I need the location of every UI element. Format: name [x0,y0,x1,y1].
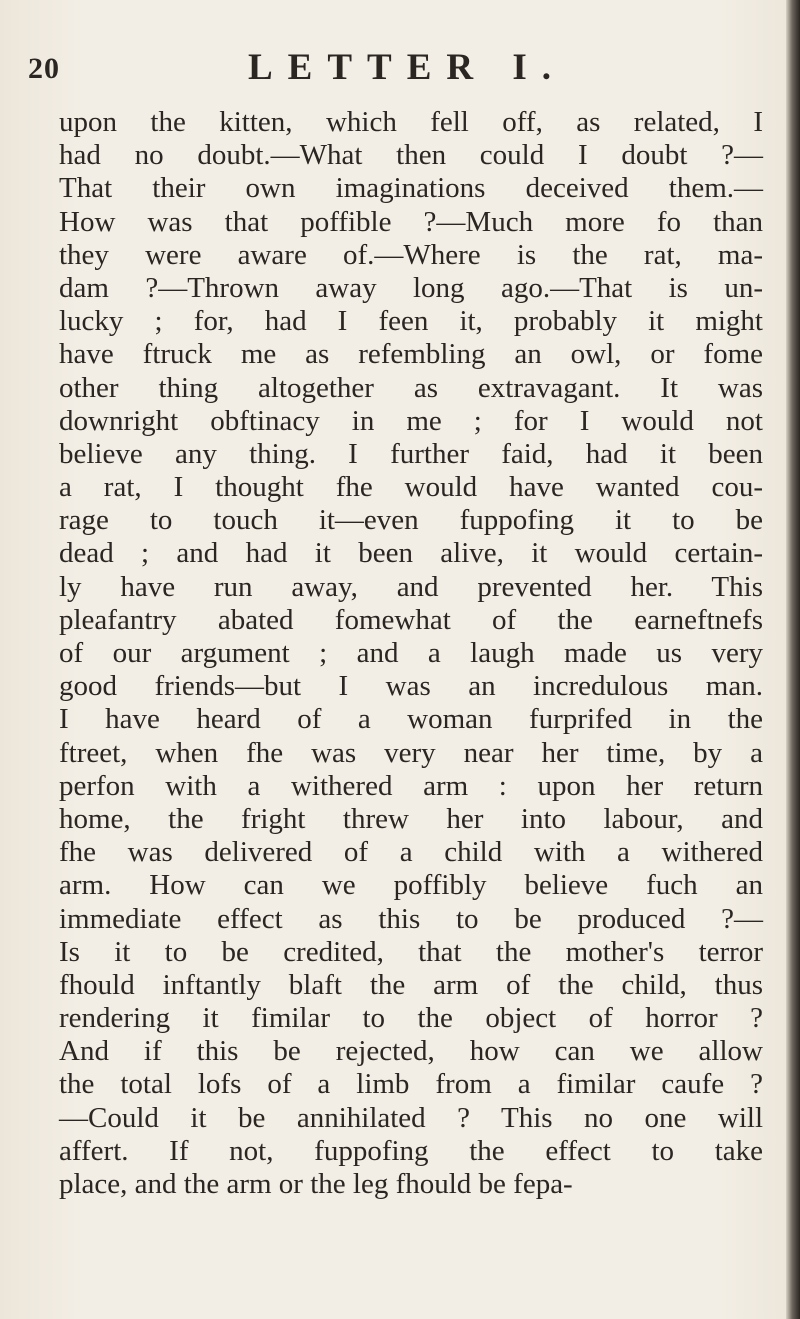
text-line: of our argument ; and a laugh made us very [59,637,763,669]
text-line: pleafantry abated fomewhat of the earneftnefs [59,603,763,636]
text-line: perfon with a withered arm : upon her return [59,769,763,802]
text-line: How was that poffible ?—Much more fo than [59,205,763,238]
text-line: they were aware of.—Where is the rat, ma- [59,238,763,271]
text-line: That their own imaginations deceived them.— [59,172,763,205]
text-line: dam ?—Thrown away long ago.—That is un- [59,271,763,304]
text-line: have ftruck me as refembling an owl, or fome [59,338,763,371]
text-line: downright obftinacy in me ; for I would not [59,404,763,437]
text-line: place, and the arm or the leg fhould be fepa- [59,1168,573,1200]
text-line: And if this be rejected, how can we allow [59,1035,763,1068]
text-line: upon the kitten, which fell off, as related, I [59,106,763,138]
text-line: good friends—but I was an incredulous man. [59,670,763,703]
running-head: LETTER I. [248,47,567,88]
text-line: ly have run away, and prevented her. This [59,570,763,603]
text-line: fhould inftantly blaft the arm of the child, thus [59,968,763,1001]
text-line: —Could it be annihilated ? This no one will [59,1101,763,1134]
text-line: Is it to be credited, that the mother's terror [59,935,763,968]
text-line: the total lofs of a limb from a fimilar caufe ? [59,1068,763,1101]
text-line: rage to touch it—even fuppofing it to be [59,504,763,537]
text-line: rendering it fimilar to the object of horror ? [59,1002,763,1035]
page-header [0,40,786,90]
text-line: other thing altogether as extravagant. It was [59,371,763,404]
page-number: 20 [28,52,60,85]
text-line: ftreet, when fhe was very near her time, by a [59,736,763,769]
text-line: fhe was delivered of a child with a withered [59,836,763,869]
text-line: believe any thing. I further faid, had it been [59,437,763,470]
text-line: dead ; and had it been alive, it would certain- [59,537,763,570]
text-line: lucky ; for, had I feen it, probably it might [59,305,763,338]
body-text [59,106,763,1201]
text-line: immediate effect as this to be produced ?— [59,902,763,935]
text-line: home, the fright threw her into labour, and [59,802,763,835]
page-edge-shadow [786,0,800,1319]
text-line: affert. If not, fuppofing the effect to take [59,1134,763,1167]
text-line: a rat, I thought fhe would have wanted cou- [59,471,763,504]
text-line: arm. How can we poffibly believe fuch an [59,869,763,902]
text-line: had no doubt.—What then could I doubt ?— [59,139,763,172]
text-line: I have heard of a woman furprifed in the [59,703,763,736]
